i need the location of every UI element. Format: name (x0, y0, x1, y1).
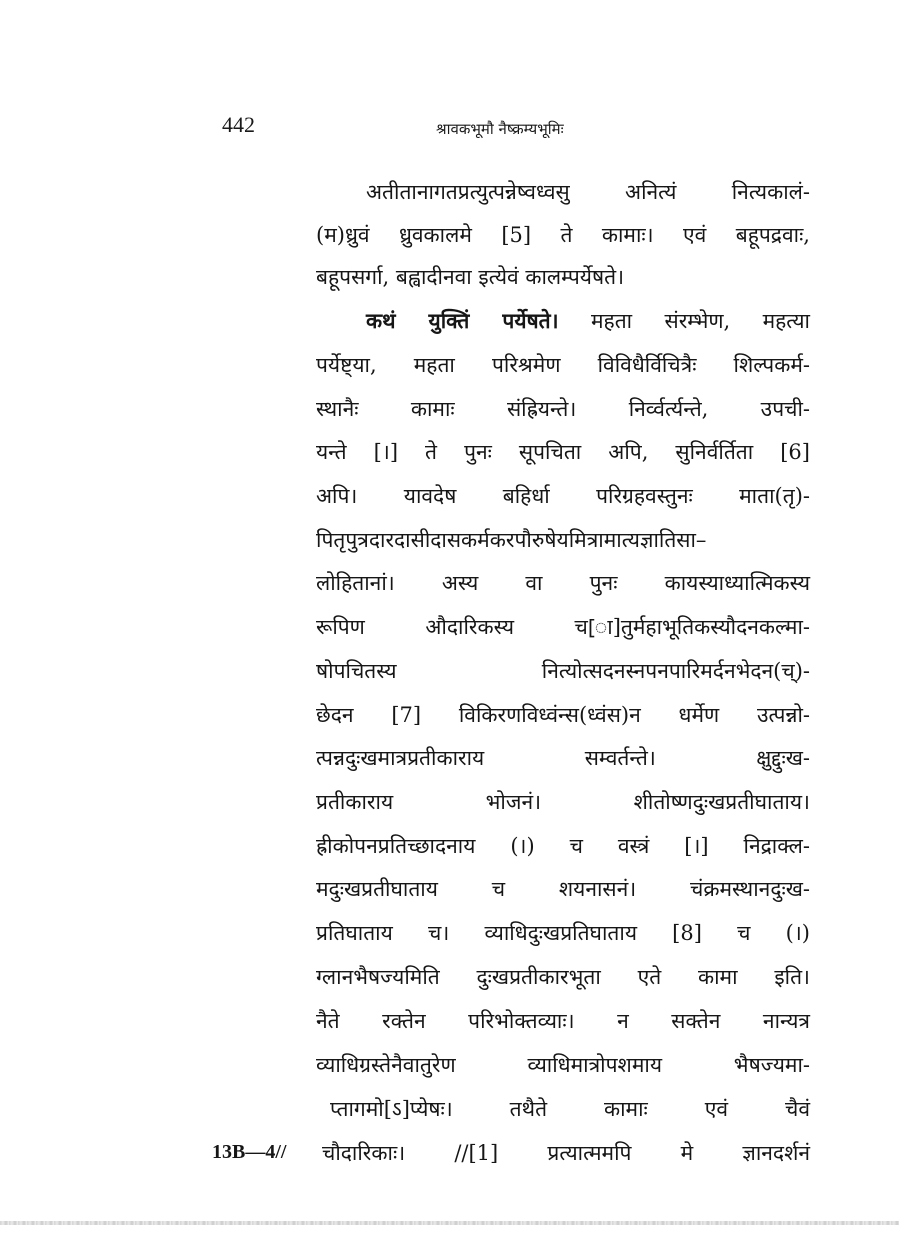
text-line: स्थानैः कामाः संह्रियन्ते। निर्व्वर्त्यन्ते, उपची- (316, 397, 810, 421)
text-line: बहूपसर्गा, बह्वादीनवा इत्येवं कालम्पर्येषते। (316, 265, 625, 289)
text-line: (म)ध्रुवं ध्रुवकालमे [5] ते कामाः। एवं बहूपद्रवाः, (316, 223, 810, 247)
text-line: अपि। यावदेष बहिर्धा परिग्रहवस्तुनः माता(तृ)- (316, 484, 810, 508)
scan-edge-line (0, 1221, 899, 1225)
text-line: पर्येष्ट्या, महता परिश्रमेण विविधैर्विचित्रैः शिल्पकर्म- (316, 353, 810, 377)
text-line: व्याधिग्रस्तेनैवातुरेण व्याधिमात्रोपशमाय भैषज्यमा- (316, 1053, 810, 1077)
text-line: प्रतिघाताय च। व्याधिदुःखप्रतिघाताय [8] च (।) (316, 921, 810, 945)
printer-signature-mark: 13B—4// (212, 1141, 287, 1163)
text-line: प्तागमो[ऽ]प्येषः। तथैते कामाः एवं चैवं (330, 1097, 810, 1121)
page-number: 442 (222, 112, 255, 137)
text-line: नैते रक्तेन परिभोक्तव्याः। न सक्तेन नान्यत्र (316, 1009, 810, 1033)
text-line: ह्रीकोपनप्रतिच्छादनाय (।) च वस्त्रं [।] निद्राक्ल- (316, 834, 810, 858)
text-line: यन्ते [।] ते पुनः सूपचिता अपि, सुनिर्वर्तिता [6] (316, 440, 810, 464)
text-line: चौदारिकाः। //[1] प्रत्यात्ममपि मे ज्ञानदर्शनं (322, 1141, 810, 1165)
text-line: लोहितानां। अस्य वा पुनः कायस्याध्यात्मिकस्य (316, 571, 810, 595)
text-line: पितृपुत्रदारदासीदासकर्मकरपौरुषेयमित्रामात्यज्ञातिसा– (316, 528, 707, 552)
paragraph-line (366, 306, 810, 336)
text-line: मदुःखप्रतीघाताय च शयनासनं। चंक्रमस्थानदुःख- (316, 877, 810, 901)
text-span: महता संरम्भेण, महत्या (591, 309, 810, 333)
text-line: छेदन [7] विकिरणविध्वंन्स(ध्वंस)न धर्मेण उत्पन्नो- (316, 703, 810, 727)
text-line: षोपचितस्य नित्योत्सदनस्नपनपारिमर्दनभेदन(च्)- (316, 659, 810, 683)
text-line: रूपिण औदारिकस्य च[ा]तुर्महाभूतिकस्यौदनकल्मा- (316, 615, 810, 639)
text-line: अतीतानागतप्रत्युत्पन्नेष्वध्वसु अनित्यं नित्यकालं- (366, 180, 810, 204)
text-line: ग्लानभैषज्यमिति दुःखप्रतीकारभूता एते कामा इति। (316, 965, 810, 989)
text-line: प्रतीकाराय भोजनं। शीतोष्णदुःखप्रतीघाताय। (316, 790, 810, 814)
text-line: त्पन्नदुःखमात्रप्रतीकाराय सम्वर्तन्ते। क्षुद्दुःख- (316, 746, 810, 770)
running-head: श्रावकभूमौ नैष्क्रम्यभूमिः (436, 120, 564, 138)
section-heading: कथं युक्तिं पर्येषते। (366, 308, 559, 333)
